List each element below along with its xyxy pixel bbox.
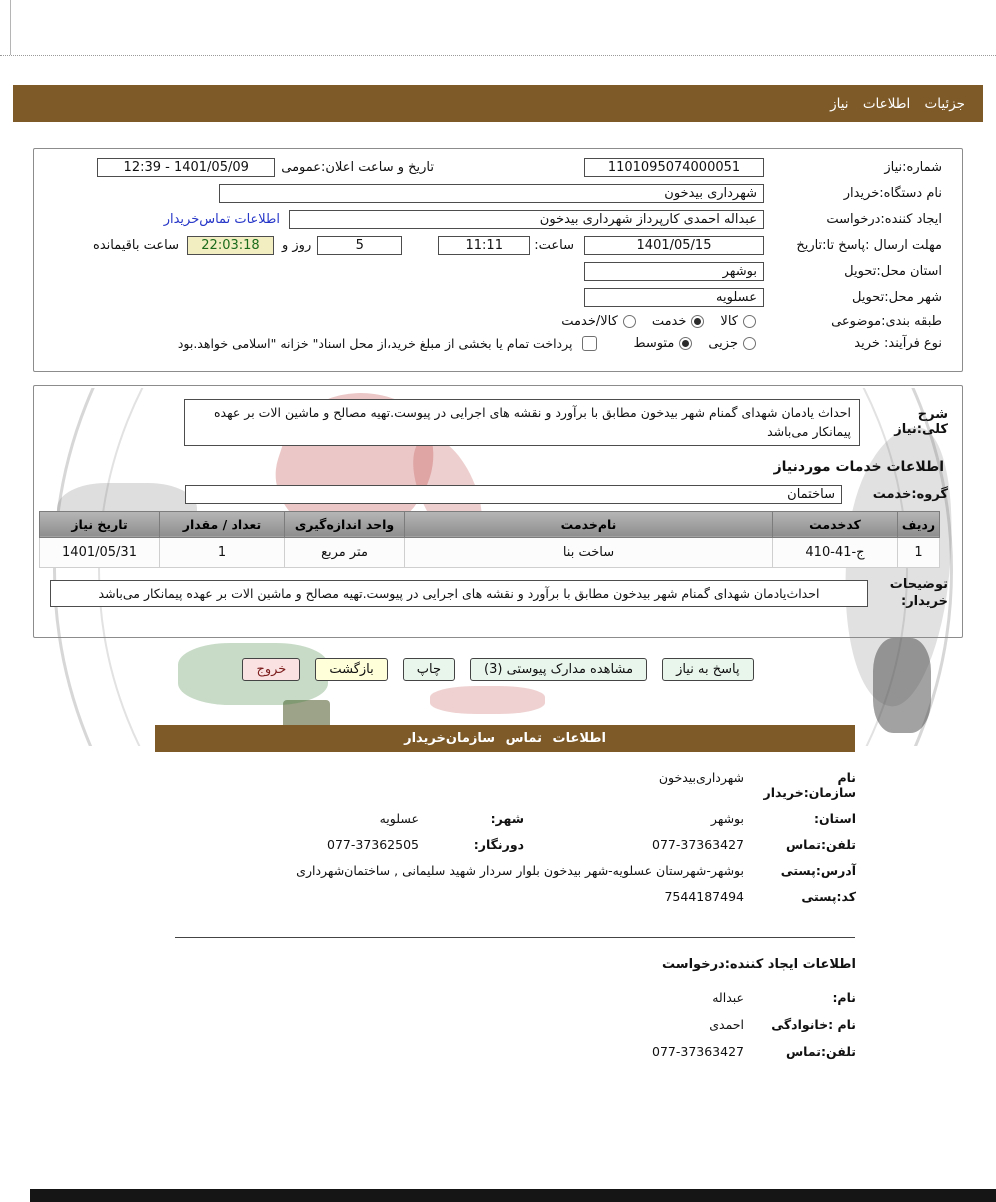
table-row [40,537,940,567]
deadline-time-label: ساعت: [534,238,574,253]
city-label: شهر: [490,811,524,826]
radio-goods-service-label: کالا/خدمت [561,314,618,329]
request-creator-row [44,210,942,229]
first-name-row [148,990,856,1005]
radio-minor-label: جزیی [708,336,738,351]
first-name-label: نام: [832,990,856,1005]
need-description-row [44,399,948,446]
request-creator-section [148,957,856,1071]
deadline-time-field[interactable]: 11:11 [438,236,530,255]
deadline-date-field[interactable]: 1401/05/15 [584,236,764,255]
announcement-label: تاریخ و ساعت اعلان:عمومی [281,160,434,175]
classification-label: طبقه بندی:موضوعی [831,314,942,329]
request-summary-panel [33,148,963,372]
service-group-row [44,485,948,504]
fax-label: دورنگار: [473,837,524,852]
services-table [39,511,940,568]
treasury-payment-checkbox[interactable] [582,336,597,351]
cell-unit: متر مربع [285,537,405,567]
back-button[interactable]: بازگشت [315,658,387,681]
postal-code-value: 7544187494 [664,889,744,904]
postal-code-label: کد:پستی [801,889,856,904]
radio-service-label: خدمت [651,314,687,329]
buyer-contact-link[interactable]: اطلاعات تماس‌خریدار [163,212,280,227]
treasury-payment-note: پرداخت تمام یا بخشی از مبلغ خرید،از محل اسناد" خزانه "اسلامی خواهد.بود [177,336,573,351]
services-table-header [40,511,940,537]
cell-row-number: 1 [898,537,940,567]
radio-goods[interactable] [743,315,756,328]
section-divider [175,937,855,938]
address-row [148,863,856,878]
buyer-org-row [44,184,942,203]
action-buttons [0,658,996,681]
radio-medium[interactable] [679,337,692,350]
page-title: جزئیات اطلاعات نیاز [830,95,965,112]
fax-value: 077-37362505 [327,837,419,852]
col-quantity: تعداد / مقدار [160,511,285,537]
delivery-city-field[interactable]: عسلویه [584,288,764,307]
service-group-label: گروه:خدمت [872,486,948,502]
need-description-field[interactable]: احداث یادمان شهدای گمنام شهر بیدخون مطابق با برآورد و نقشه های اجرایی در پیوست.تهیه مصالح و ماشین الات بر عهده پیمانکار می‌باشد [184,399,860,446]
buyer-contact-section [148,770,856,915]
delivery-city-label: شهر محل:تحویل [852,290,942,305]
city-value: عسلویه [379,811,419,826]
buyer-notes-label: توضیحات خریدار: [889,576,948,609]
view-attachments-button[interactable]: مشاهده مدارک پیوستی (3) [470,658,647,681]
need-number-row [44,158,942,177]
buyer-org-label: نام دستگاه:خریدار [843,186,942,201]
exit-button[interactable]: خروج [242,658,300,681]
creator-phone-row [148,1044,856,1059]
watermark-shape [430,686,545,714]
org-name-row [148,770,856,800]
cell-quantity: 1 [160,537,285,567]
services-section-heading: اطلاعات خدمات موردنیاز [773,458,944,475]
need-number-field[interactable]: 1101095074000051 [584,158,764,177]
request-creator-heading: اطلاعات ایجاد کننده:درخواست [662,957,856,972]
buyer-notes-field[interactable]: احداث‌یادمان شهدای گمنام شهر بیدخون مطابق با برآورد و نقشه های اجرایی در پیوست.تهیه مصالح و ماشین الات بر عهده پیمانکار می‌باشد [50,580,868,607]
cell-service-name: ساخت بنا [405,537,773,567]
address-label: آدرس:پستی [780,863,856,878]
delivery-province-field[interactable]: بوشهر [584,262,764,281]
delivery-province-label: استان محل:تحویل [844,264,942,279]
province-value: بوشهر [710,811,744,826]
radio-service[interactable] [691,315,704,328]
delivery-city-row [44,288,942,307]
left-edge-line [10,0,11,55]
cell-need-date: 1401/05/31 [40,537,160,567]
delivery-province-row [44,262,942,281]
classification-row [44,314,942,329]
need-details-panel [33,385,963,638]
respond-button[interactable]: پاسخ به نیاز [662,658,754,681]
org-name-label: نام سازمان:خریدار [763,770,856,800]
creator-phone-value: 077-37363427 [652,1044,744,1059]
radio-goods-label: کالا [720,314,738,329]
col-unit: واحد اندازه‌گیری [285,511,405,537]
province-label: استان: [813,811,856,826]
need-description-label: شرح کلی:نیاز [894,407,948,437]
deadline-row [44,236,942,255]
province-city-row [148,811,856,826]
process-type-label: نوع فرآیند: خرید [854,336,942,351]
phone-fax-row [148,837,856,852]
remaining-days-unit: روز و [281,238,312,253]
deadline-label: مهلت ارسال :پاسخ تا:تاریخ [796,238,942,253]
last-name-row [148,1017,856,1032]
remaining-time-field: 22:03:18 [187,236,274,255]
radio-goods-service[interactable] [623,315,636,328]
service-group-field[interactable]: ساختمان [185,485,842,504]
process-type-row [44,336,942,351]
address-value: بوشهر-شهرستان عسلویه-شهر بیدخون بلوار سردار شهید سلیمانی , ساختمان‌شهرداری [296,863,744,878]
bottom-bar [30,1189,996,1202]
postal-code-row [148,889,856,904]
announcement-datetime-field[interactable]: 12:39 - 1401/05/09 [97,158,275,177]
first-name-value: عبداله [712,990,744,1005]
print-button[interactable]: چاپ [403,658,455,681]
creator-phone-label: تلفن:تماس [785,1044,856,1059]
phone-value: 077-37363427 [652,837,744,852]
dotted-divider [0,55,996,56]
remaining-time-label: ساعت باقیمانده [93,238,179,253]
col-need-date: تاریخ نیاز [40,511,160,537]
buyer-contact-header: اطلاعات تماس سازمان‌خریدار [155,725,855,752]
org-name-value: شهرداری‌بیدخون [658,770,744,785]
last-name-label: نام :خانوادگی [771,1017,856,1032]
buyer-org-field[interactable]: شهرداری بیدخون [219,184,764,203]
col-service-name: نام‌خدمت [405,511,773,537]
request-creator-label: ایجاد کننده:درخواست [826,212,942,227]
cell-service-code: ج-41-410 [773,537,898,567]
title-bar [13,85,983,122]
last-name-value: احمدی [709,1017,744,1032]
phone-label: تلفن:تماس [785,837,856,852]
buyer-notes-row [44,577,948,611]
request-creator-field[interactable]: عبداله احمدی کارپرداز شهرداری بیدخون [289,210,764,229]
col-row-number: ردیف [898,511,940,537]
watermark-shape [873,638,931,733]
need-number-label: شماره:نیاز [884,160,942,175]
radio-medium-label: متوسط [633,336,675,351]
col-service-code: کدخدمت [773,511,898,537]
remaining-days-field[interactable]: 5 [317,236,402,255]
radio-minor[interactable] [743,337,756,350]
